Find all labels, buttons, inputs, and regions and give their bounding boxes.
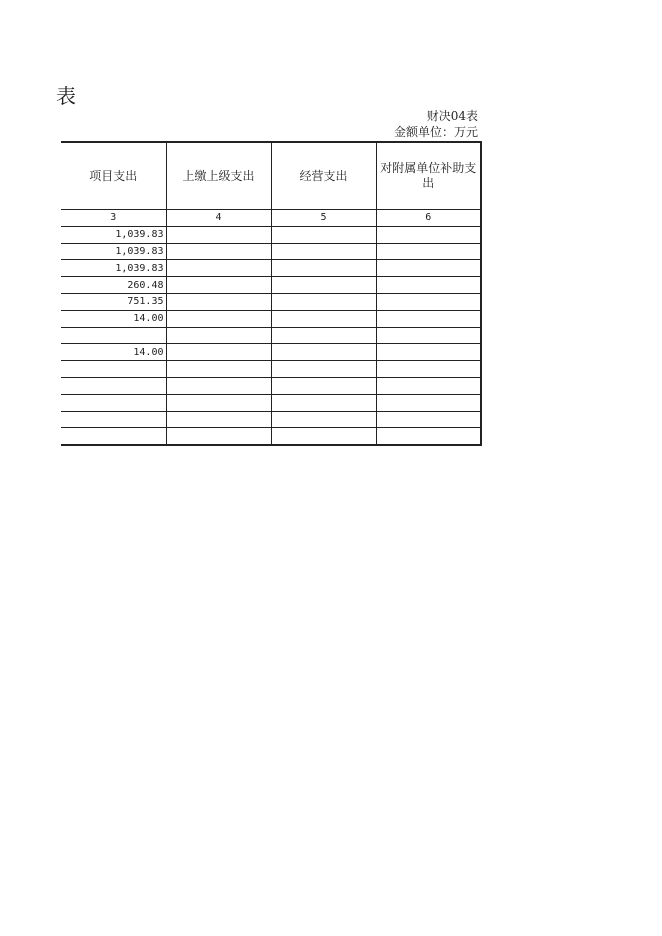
table-row <box>61 394 481 411</box>
table-cell <box>376 377 481 394</box>
table-cell <box>376 310 481 327</box>
table-cell <box>271 293 376 310</box>
table-cell <box>271 327 376 344</box>
table-cell <box>376 243 481 260</box>
table-row <box>61 428 481 445</box>
table-cell <box>376 394 481 411</box>
table-cell <box>166 226 271 243</box>
table-row <box>61 327 481 344</box>
table-cell <box>166 394 271 411</box>
table-row <box>61 377 481 394</box>
table-cell <box>166 310 271 327</box>
table-cell: 14.00 <box>61 344 166 361</box>
table-cell <box>61 361 166 378</box>
table-cell <box>166 411 271 428</box>
table-cell: 1,039.83 <box>61 260 166 277</box>
table-cell: 751.35 <box>61 293 166 310</box>
table-cell <box>271 428 376 445</box>
table-row <box>61 277 481 294</box>
table-cell <box>271 344 376 361</box>
table-cell <box>376 344 481 361</box>
table-cell <box>166 293 271 310</box>
table-cell: 1,039.83 <box>61 226 166 243</box>
table-cell <box>271 361 376 378</box>
header-subsidy-to-affiliates: 对附属单位补助支出 <box>376 142 481 210</box>
table-cell <box>271 226 376 243</box>
table-cell: 14.00 <box>61 310 166 327</box>
table-cell <box>166 428 271 445</box>
table-cell <box>376 277 481 294</box>
expenditure-table <box>61 141 481 446</box>
table-cell <box>166 377 271 394</box>
table-cell <box>166 277 271 294</box>
table-cell <box>61 394 166 411</box>
table-cell <box>376 361 481 378</box>
table-cell <box>271 377 376 394</box>
table-header-row <box>61 142 481 210</box>
header-operating-expenditure: 经营支出 <box>271 142 376 210</box>
table-row <box>61 361 481 378</box>
table-cell <box>271 394 376 411</box>
table-cell <box>166 243 271 260</box>
table-cell <box>61 377 166 394</box>
table-cell <box>166 327 271 344</box>
table-cell <box>166 344 271 361</box>
table-row <box>61 293 481 310</box>
header-remit-to-superior: 上缴上级支出 <box>166 142 271 210</box>
form-code: 财决04表 <box>426 109 478 123</box>
table-row <box>61 243 481 260</box>
table-cell: 260.48 <box>61 277 166 294</box>
table-cell: 1,039.83 <box>61 243 166 260</box>
table-row <box>61 310 481 327</box>
table-cell: 5 <box>271 210 376 227</box>
table-cell: 6 <box>376 210 481 227</box>
table-cell <box>376 428 481 445</box>
table-row <box>61 260 481 277</box>
table-cell <box>166 260 271 277</box>
table-cell <box>61 327 166 344</box>
table-cell <box>376 411 481 428</box>
table-cell: 3 <box>61 210 166 227</box>
column-index-row <box>61 210 481 227</box>
table-cell <box>376 327 481 344</box>
table-cell <box>271 260 376 277</box>
table-cell <box>376 260 481 277</box>
header-project-expenditure: 项目支出 <box>61 142 166 210</box>
table-cell <box>271 277 376 294</box>
table-cell <box>166 361 271 378</box>
unit-label: 金额单位：万元 <box>393 125 478 139</box>
table-row <box>61 344 481 361</box>
page-title-fragment: 表 <box>56 84 76 108</box>
table-row <box>61 411 481 428</box>
table-cell <box>376 226 481 243</box>
table-cell: 4 <box>166 210 271 227</box>
table-row <box>61 226 481 243</box>
table-cell <box>271 243 376 260</box>
table-cell <box>376 293 481 310</box>
table-cell <box>61 411 166 428</box>
table-cell <box>271 310 376 327</box>
table-cell <box>61 428 166 445</box>
table-cell <box>271 411 376 428</box>
